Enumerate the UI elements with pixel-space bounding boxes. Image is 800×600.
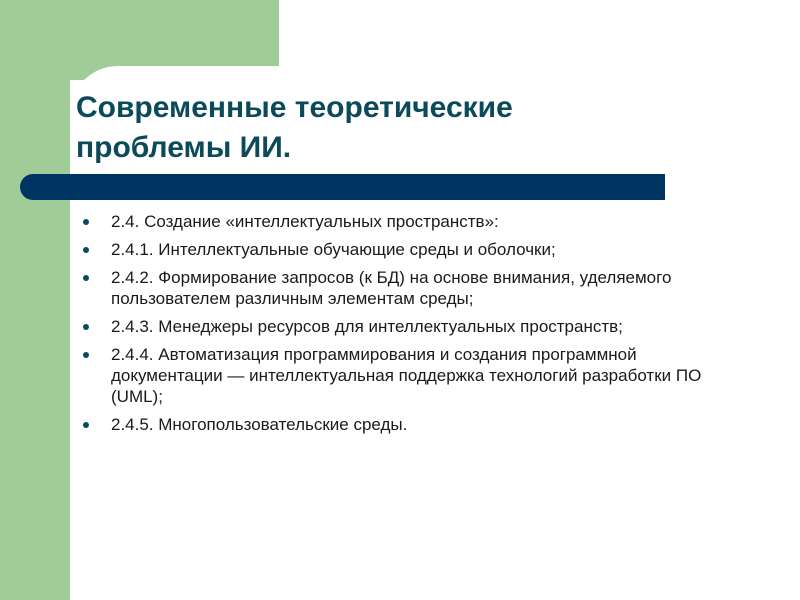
bullet-item: [81, 267, 741, 309]
bullet-item: [81, 239, 741, 260]
bullet-text: 2.4.2. Формирование запросов (к БД) на основе внимания, уделяемого пользователем различным элементам среды;: [111, 268, 672, 308]
bullet-dot-icon: [83, 275, 89, 281]
slide-title-line-2: проблемы ИИ.: [76, 131, 292, 164]
bullet-item: [81, 344, 741, 407]
bullet-dot-icon: [83, 324, 89, 330]
bullet-list: [81, 211, 741, 442]
bullet-dot-icon: [83, 422, 89, 428]
slide-title-line-1: Современные теоретические: [76, 91, 513, 124]
bullet-item: [81, 316, 741, 337]
bullet-text: 2.4.3. Менеджеры ресурсов для интеллектуальных пространств;: [111, 317, 623, 336]
title-divider-bar: [20, 174, 665, 200]
bullet-dot-icon: [83, 219, 89, 225]
bullet-text: 2.4.5. Многопользовательские среды.: [111, 415, 408, 434]
bullet-text: 2.4.1. Интеллектуальные обучающие среды и оболочки;: [111, 240, 556, 259]
decorative-green-stripe-left: [0, 0, 70, 600]
bullet-text: 2.4.4. Автоматизация программирования и создания программной документации — интеллектуальная поддержка технологий разработки ПО (UML);: [111, 345, 702, 406]
bullet-item: [81, 414, 741, 435]
bullet-dot-icon: [83, 352, 89, 358]
bullet-item: [81, 211, 741, 232]
bullet-text: 2.4. Создание «интеллектуальных пространств»:: [111, 212, 499, 231]
slide-title: [76, 88, 676, 168]
bullet-dot-icon: [83, 247, 89, 253]
